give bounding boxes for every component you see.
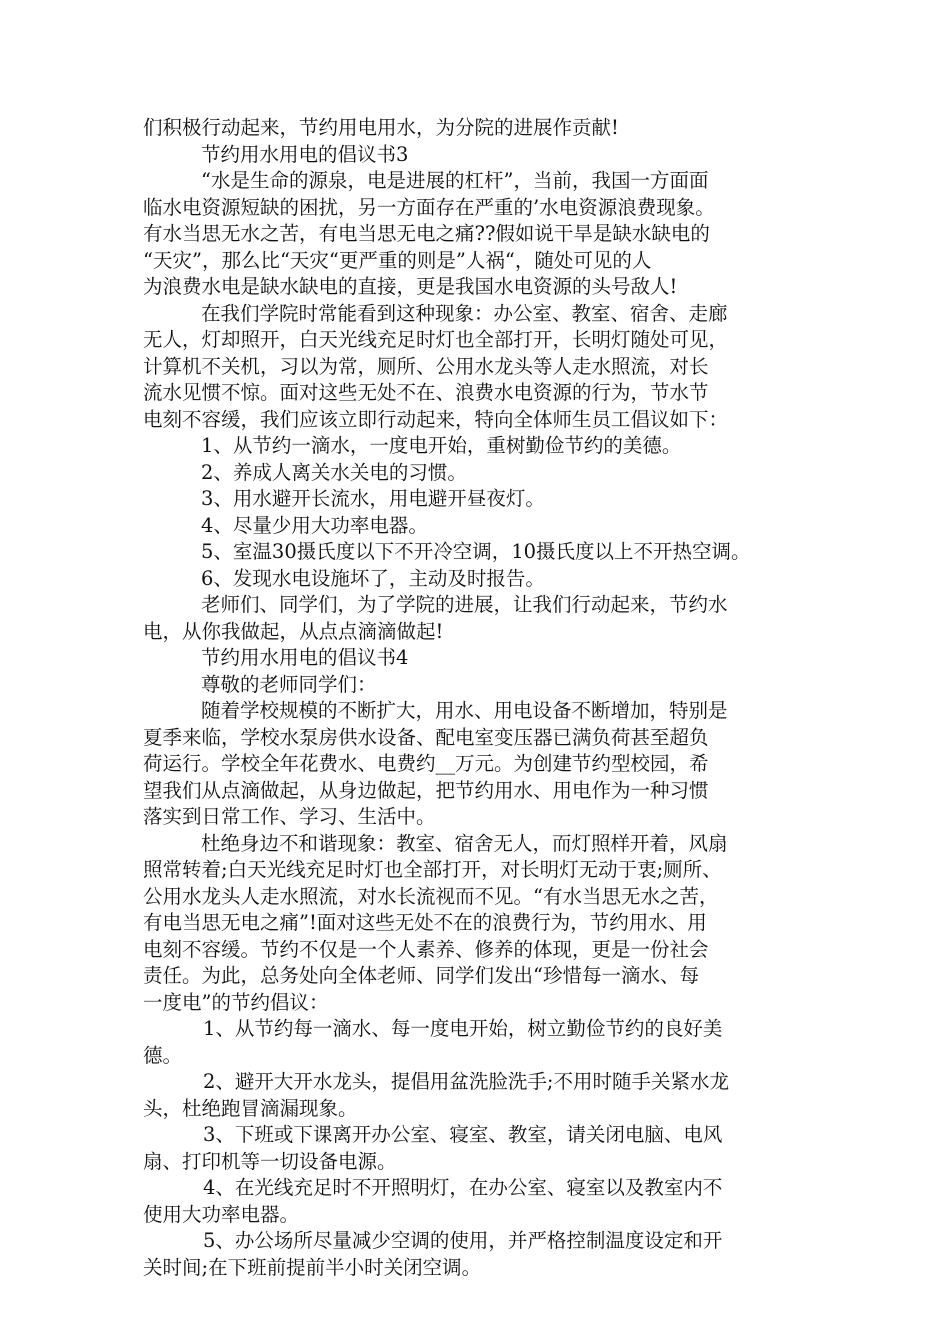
text-line: 1、从节约一滴水，一度电开始，重树勤俭节约的美德。: [201, 434, 682, 457]
text-line: 在我们学院时常能看到这种现象：办公室、教室、宿舍、走廊: [201, 301, 728, 325]
text-line: 公用水龙头人走水照流，对水长流视而不见。“有水当思无水之苦，: [143, 884, 719, 908]
text-line: 尊敬的老师同学们：: [201, 672, 377, 696]
text-line: 们积极行动起来，节约用电用水，为分院的进展作贡献!: [143, 116, 619, 139]
text-line: “天灾”，那么比“天灾“更严重的则是”人祸“，随处可见的人: [143, 248, 652, 272]
text-line: 6、发现水电设施坏了，主动及时报告。: [201, 566, 545, 590]
text-line: 无人，灯却照开，白天光线充足时灯也全部打开，长明灯随处可见，: [143, 328, 729, 351]
text-line: 德。: [143, 1043, 183, 1067]
text-line: 关时间;在下班前提前半小时关闭空调。: [143, 1255, 482, 1279]
text-line: 电，从你我做起，从点点滴滴做起!: [143, 619, 444, 643]
text-line: 夏季来临，学校水泵房供水设备、配电室变压器已满负荷甚至超负: [143, 725, 709, 749]
text-line: 4、在光线充足时不开照明灯，在办公室、寝室以及教室内不: [203, 1176, 723, 1199]
text-line: 电刻不容缓，我们应该立即行动起来，特向全体师生员工倡议如下：: [143, 407, 729, 431]
text-line: 责任。为此，总务处向全体老师、同学们发出“珍惜每一滴水、每: [143, 964, 699, 987]
text-line: 使用大功率电器。: [143, 1202, 300, 1226]
text-line: 2、养成人离关水关电的习惯。: [201, 460, 467, 484]
document-body: [143, 115, 833, 1281]
text-line: 2、避开大开水龙头，提倡用盆洗脸洗手;不用时随手关紧水龙: [203, 1070, 729, 1093]
text-line: 荷运行。学校全年花费水、电费约__万元。为创建节约型校园，希: [143, 752, 709, 775]
text-line: 电刻不容缓。节约不仅是一个人素养、修养的体现，更是一份社会: [143, 937, 709, 961]
text-line: 5、室温30摄氏度以下不开冷空调，10摄氏度以上不开热空调。: [201, 540, 751, 563]
text-line: 1、从节约每一滴水、每一度电开始，树立勤俭节约的良好美: [203, 1017, 723, 1040]
text-line: 4、尽量少用大功率电器。: [201, 513, 428, 537]
text-line: 3、下班或下课离开办公室、寝室、教室，请关闭电脑、电风: [203, 1123, 723, 1146]
text-line: 为浪费水电是缺水缺电的直接，更是我国水电资源的头号敌人!: [143, 275, 678, 298]
text-line: “水是生命的源泉，电是进展的杠杆”，当前，我国一方面面: [201, 169, 709, 192]
text-line: 有电当思无电之痛”!面对这些无处不在的浪费行为，节约用水、用: [143, 911, 707, 934]
text-line: 随着学校规模的不断扩大，用水、用电设备不断增加，特别是: [201, 699, 728, 722]
text-line: 老师们、同学们，为了学院的进展，让我们行动起来，节约水: [201, 593, 728, 616]
text-line: 杜绝身边不和谐现象：教室、宿舍无人，而灯照样开着，风扇: [201, 831, 728, 855]
text-line: 节约用水用电的倡议书4: [201, 646, 409, 669]
text-line: 照常转着;白天光线充足时灯也全部打开，对长明灯无动于衷;厕所、: [143, 858, 722, 881]
text-line: 节约用水用电的倡议书3: [201, 142, 409, 166]
text-line: 计算机不关机，习以为常，厕所、公用水龙头等人走水照流，对长: [143, 354, 709, 378]
text-line: 头，杜绝跑冒滴漏现象。: [143, 1096, 358, 1120]
text-line: 有水当思无水之苦，有电当思无电之痛??假如说干旱是缺水缺电的: [143, 222, 710, 245]
text-line: 望我们从点滴做起，从身边做起，把节约用水、用电作为一种习惯: [143, 778, 709, 802]
text-line: 一度电”的节约倡议：: [143, 990, 329, 1014]
text-line: 扇、打印机等一切设备电源。: [143, 1149, 397, 1173]
text-line: 3、用水避开长流水，用电避开昼夜灯。: [201, 487, 545, 510]
text-line: 落实到日常工作、学习、生活中。: [143, 805, 436, 828]
text-line: 5、办公场所尽量减少空调的使用，并严格控制温度设定和开: [203, 1229, 723, 1252]
text-line: 临水电资源短缺的困扰，另一方面存在严重的’水电资源浪费现象。: [143, 195, 715, 219]
text-line: 流水见惯不惊。面对这些无处不在、浪费水电资源的行为，节水节: [143, 381, 709, 404]
